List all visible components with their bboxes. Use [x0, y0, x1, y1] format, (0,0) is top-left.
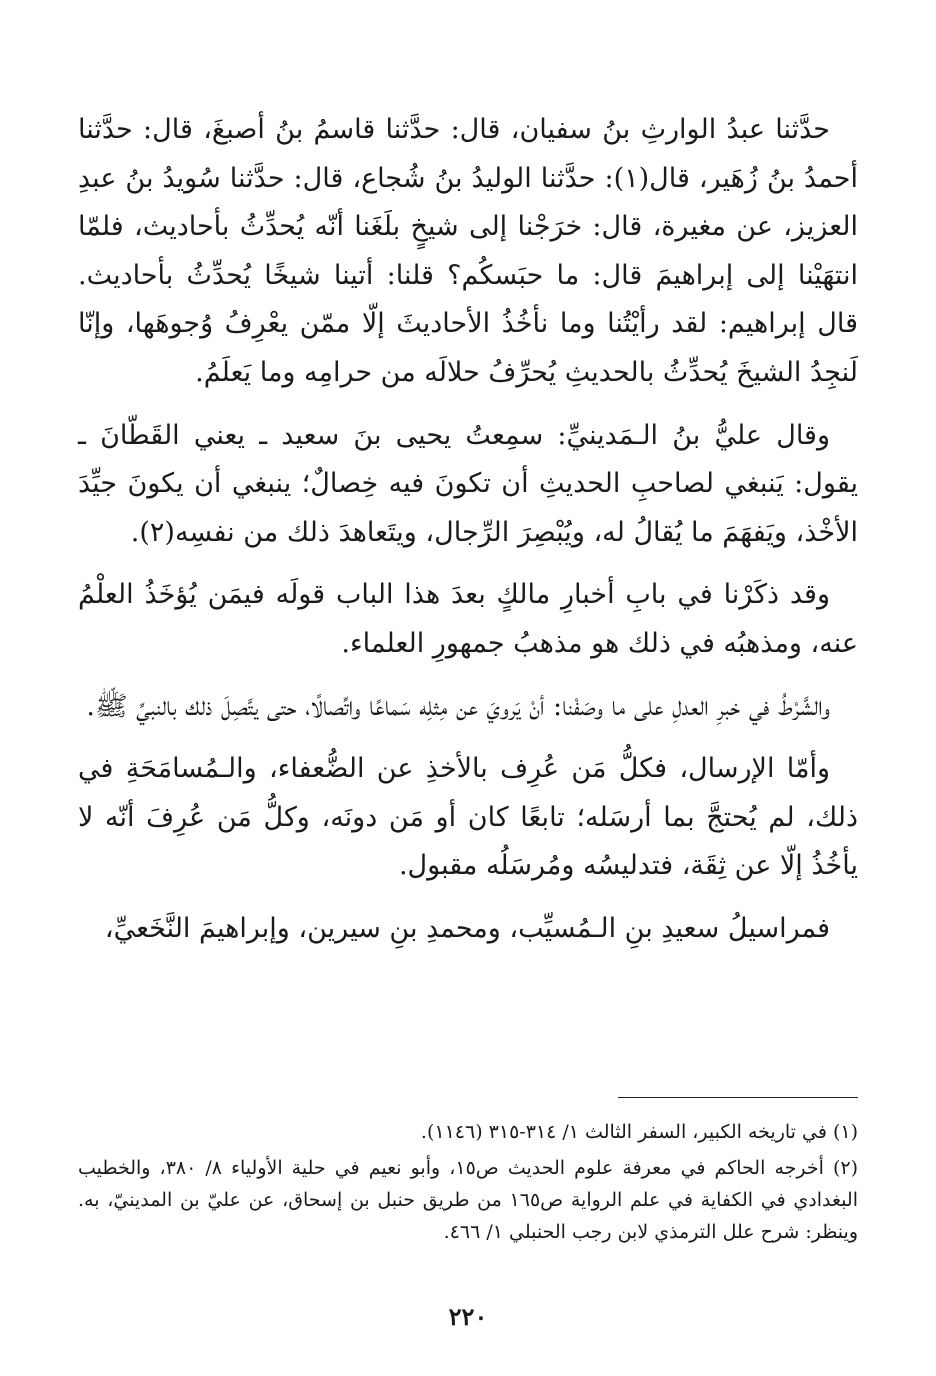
paragraph-2-text: وقال عليُّ بنُ الـمَدينيِّ: سمِعتُ يحيى بنَ سعيد ـ يعني القَطّانَ ـ يقول: يَنبغي لصاحبِ الحديثِ أن تكونَ فيه خِصالٌ؛ ينبغي أن يكونَ جيِّدَ الأخْذ، ويَفهَمَ ما يُقالُ له، ويُبْصِرَ الرِّجال، ويتَعاهدَ ذلك من نفسِه(٢).: [78, 419, 858, 548]
paragraph-5-text: وأمّا الإرسال، فكلُّ مَن عُرِف بالأخذِ عن الضُّعفاء، والـمُسامَحَةِ في ذلك، لم يُحتجَّ بما أرسَله؛ تابعًا كان أو مَن دونَه، وكلُّ مَن عُرِفَ أنّه لا يأخُذُ إلّا عن ثِقَة، فتدليسُه ومُرسَلُه مقبول.: [78, 753, 858, 882]
paragraph-4: [78, 683, 858, 732]
paragraph-5: [78, 745, 858, 891]
paragraph-6-text: فمراسيلُ سعيدِ بنِ الـمُسيِّب، ومحمدِ بنِ سيرين، وإبراهيمَ النَّخَعيِّ،: [104, 912, 830, 944]
footnote-1: [78, 1116, 858, 1148]
main-text: [78, 106, 858, 968]
paragraph-2: [78, 412, 858, 558]
footnote-2: [78, 1152, 858, 1248]
paragraph-3: [78, 571, 858, 668]
page-number: ٢٢٠: [448, 1302, 488, 1331]
footnote-separator: [618, 1097, 858, 1098]
footnote-2-text: (٢) أخرجه الحاكم في معرفة علوم الحديث ص١٥، وأبو نعيم في حلية الأولياء ٨/ ٣٨٠، والخطيب البغدادي في الكفاية في علم الرواية ص١٦٥ من طريق حنبل بن إسحاق، عن عليّ بن المدينيّ، به. وينظر: شرح علل الترمذي لابن رجب الحنبلي ١/ ٤٦٦.: [78, 1157, 859, 1243]
footnotes: [78, 1116, 858, 1252]
paragraph-1: [78, 106, 858, 398]
paragraph-4-text: والشَّرْطُ في خبرِ العدلِ على ما وصَفْنا: أنْ يَرويَ عن مِثلِه سَماعًا واتِّصالًا، حتى يتَّصِلَ ذلك بالنبيِّ ﷺ.: [86, 690, 830, 722]
paragraph-3-text: وقد ذكَرْنا في بابِ أخبارِ مالكٍ بعدَ هذا الباب قولَه فيمَن يُؤخَذُ العلْمُ عنه، ومذهبُه في ذلك هو مذهبُ جمهورِ العلماء.: [78, 579, 858, 659]
paragraph-6: [78, 905, 858, 954]
footnote-1-text: (١) في تاريخه الكبير، السفر الثالث ١/ ٣١٤-٣١٥ (١١٤٦).: [420, 1121, 858, 1143]
paragraph-1-text: حدَّثنا عبدُ الوارثِ بنُ سفيان، قال: حدَّثنا قاسمُ بنُ أصبغَ، قال: حدَّثنا أحمدُ بنُ زُهَير، قال(١): حدَّثنا الوليدُ بنُ شُجاع، قال: حدَّثنا سُويدُ بنُ عبدِ العزيز، عن مغيرة، قال: خرَجْنا إلى شيخٍ بلَغَنا أنّه يُحدِّثُ بأحاديث، فلمّا انتهَيْنا إلى إبراهيمَ قال: ما حبَسكُم؟ قلنا: أتينا شيخًا يُحدِّثُ بأحاديث. قال إبراهيم: لقد رأيْتُنا وما نأخُذُ الأحاديثَ إلّا ممّن يعْرِفُ وُجوهَها، وإنّا لَنجِدُ الشيخَ يُحدِّثُ بالحديثِ يُحرِّفُ حلالَه من حرامِه وما يَعلَمُ.: [78, 114, 858, 388]
